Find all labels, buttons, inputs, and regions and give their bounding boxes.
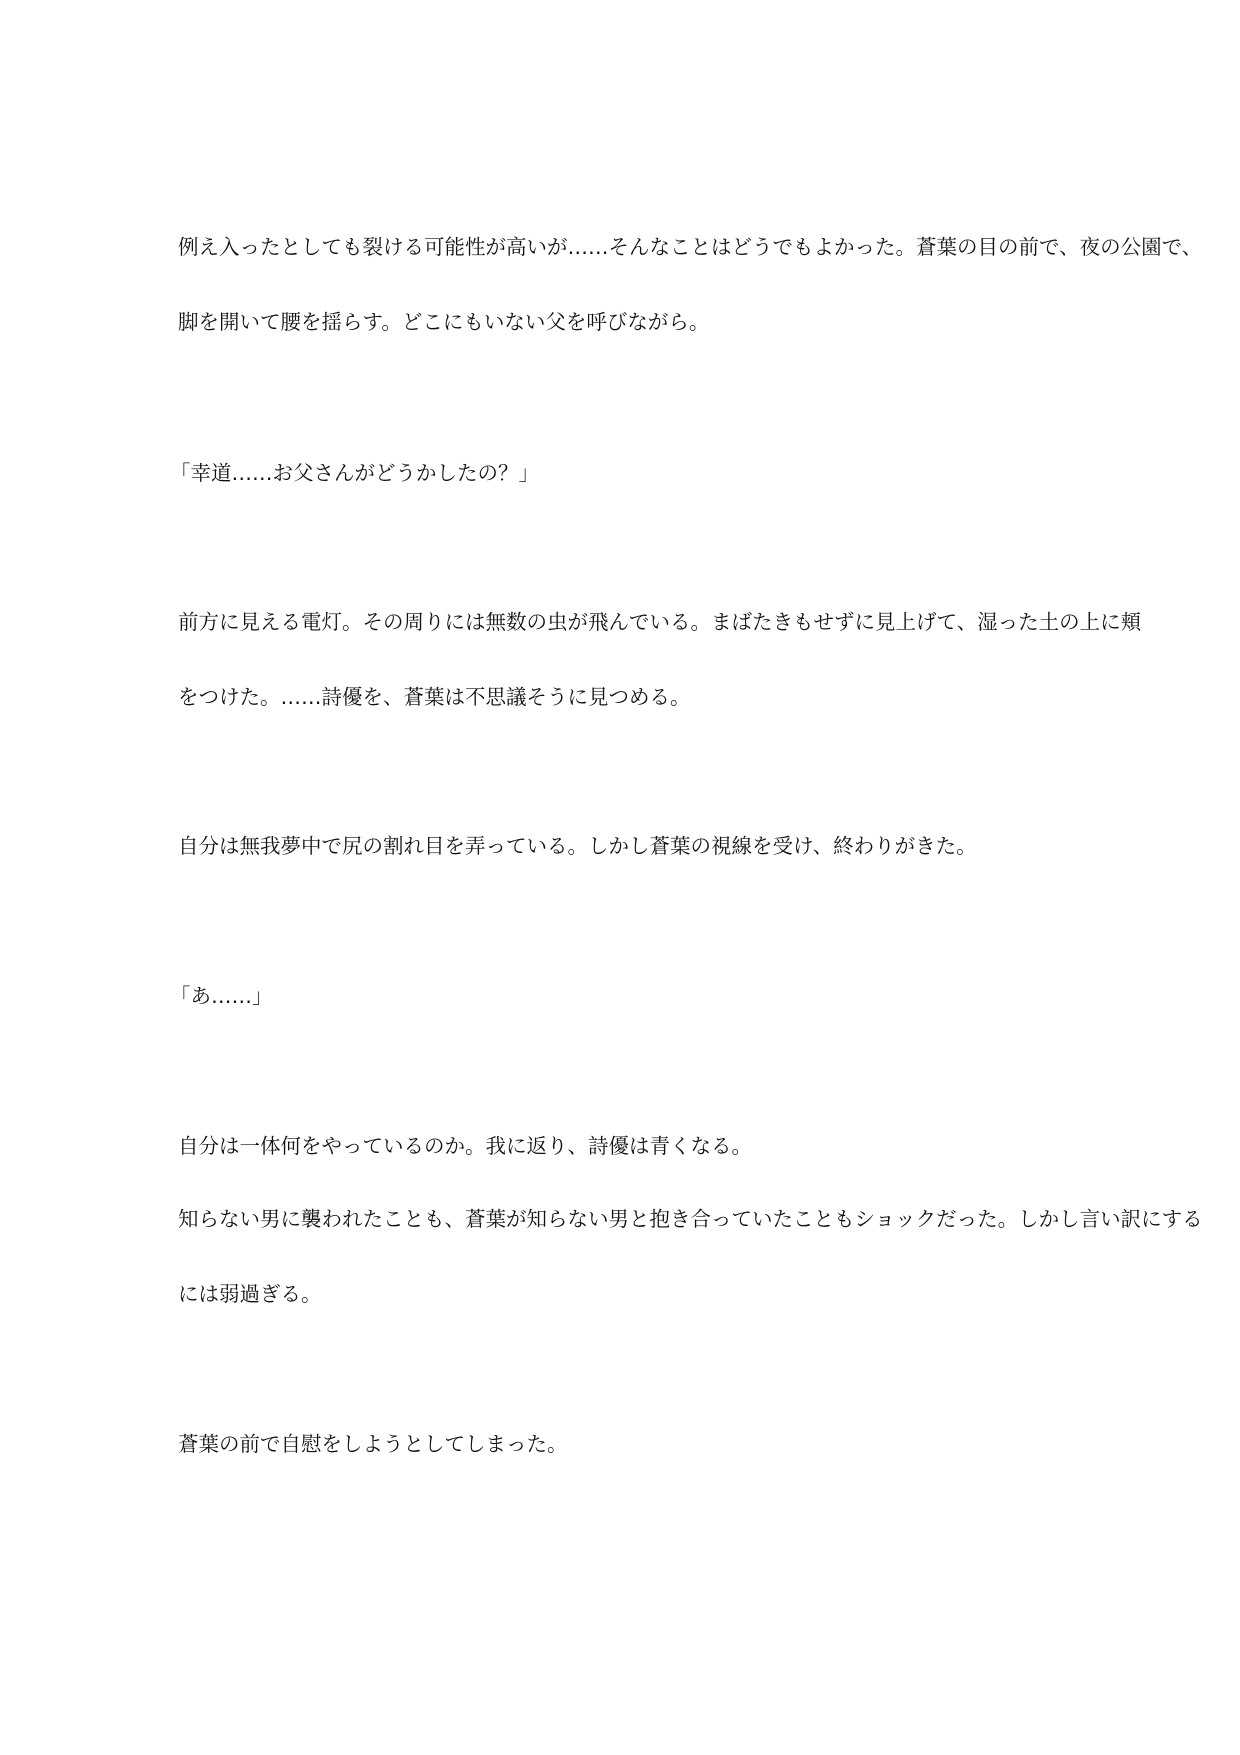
text-line-8: には弱過ぎる。 bbox=[178, 1282, 322, 1306]
text-line-2: 脚を開いて腰を揺らす。どこにもいない父を呼びながら。 bbox=[178, 310, 710, 334]
text-line-6: 自分は一体何をやっているのか。我に返り、詩優は青くなる。 bbox=[178, 1134, 752, 1158]
dialogue-line-1: 「幸道……お父さんがどうかしたの？」 bbox=[170, 461, 539, 485]
text-line-5: 自分は無我夢中で尻の割れ目を弄っている。しかし蒼葉の視線を受け、終わりがきた。 bbox=[178, 834, 977, 858]
text-line-7: 知らない男に襲われたことも、蒼葉が知らない男と抱き合っていたこともショックだった。しかし言い訳にする bbox=[178, 1207, 1203, 1231]
text-line-1: 例え入ったとしても裂ける可能性が高いが……そんなことはどうでもよかった。蒼葉の目の前で、夜の公園で、 bbox=[178, 235, 1203, 259]
text-line-3: 前方に見える電灯。その周りには無数の虫が飛んでいる。まばたきもせずに見上げて、湿った土の上に頬 bbox=[178, 610, 1142, 634]
text-line-4: をつけた。……詩優を、蒼葉は不思議そうに見つめる。 bbox=[178, 685, 691, 709]
text-line-9: 蒼葉の前で自慰をしようとしてしまった。 bbox=[178, 1432, 568, 1456]
dialogue-line-2: 「あ……」 bbox=[170, 984, 273, 1008]
